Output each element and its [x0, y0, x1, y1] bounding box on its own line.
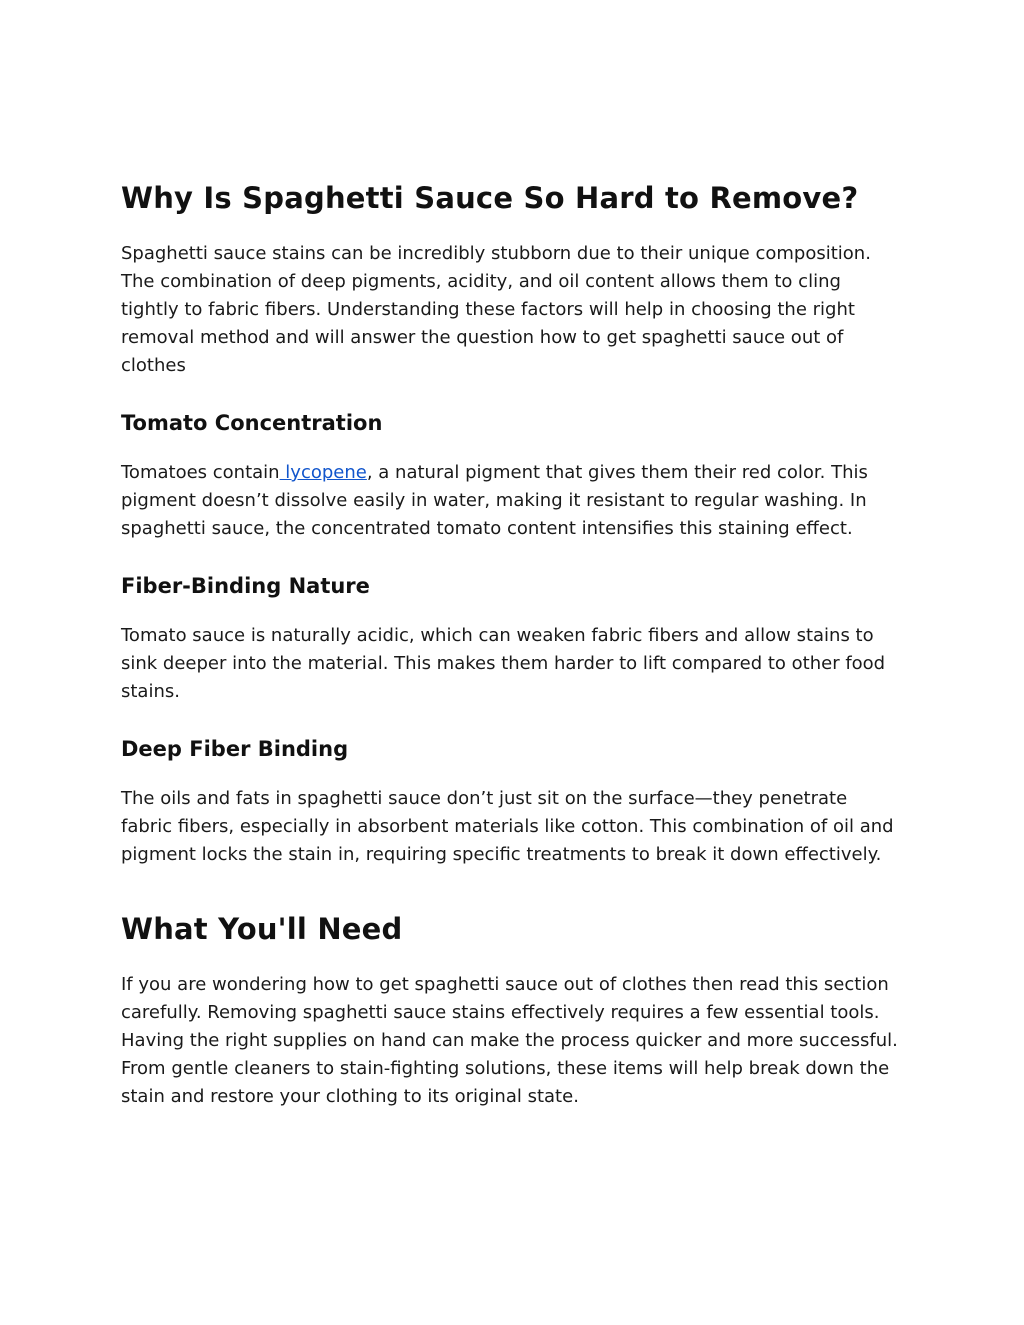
paragraph-fiber-binding-nature: Tomato sauce is naturally acidic, which can weaken fabric fibers and allow stains to sink deeper into the material. This makes them harder to lift compared to other food stains. [121, 625, 886, 702]
heading-tomato-concentration: Tomato Concentration [121, 411, 383, 435]
paragraph-tomato-concentration [121, 459, 901, 543]
heading-what-youll-need: What You'll Need [121, 912, 403, 946]
paragraph-deep-fiber-binding: The oils and fats in spaghetti sauce don’t just sit on the surface—they penetrate fabric fibers, especially in absorbent materials like cotton. This combination of oil and pigment locks the stain in, requiring specific treatments to break it down effectively. [121, 788, 894, 865]
heading-fiber-binding-nature: Fiber-Binding Nature [121, 574, 370, 598]
lycopene-link[interactable]: lycopene [279, 462, 367, 483]
paragraph-tomato-text-before: Tomatoes contain [121, 462, 280, 483]
paragraph-what-youll-need: If you are wondering how to get spaghetti sauce out of clothes then read this section carefully. Removing spaghetti sauce stains effectively requires a few essential tools. Having the right supplies on hand can make the process quicker and more successful. From gentle cleaners to stain-fighting solutions, these items will help break down the stain and restore your clothing to its original state. [121, 974, 898, 1107]
heading-deep-fiber-binding: Deep Fiber Binding [121, 737, 349, 761]
paragraph-tomato-text-after: , a natural pigment that gives them their red color. This pigment doesn’t dissolve easily in water, making it resistant to regular washing. In spaghetti sauce, the concentrated tomato content intensifies this staining effect. [121, 462, 868, 539]
document-content [121, 178, 901, 1111]
heading-why-hard-to-remove: Why Is Spaghetti Sauce So Hard to Remove? [121, 181, 859, 215]
paragraph-why-hard-to-remove: Spaghetti sauce stains can be incredibly stubborn due to their unique composition. The combination of deep pigments, acidity, and oil content allows them to cling tightly to fabric fibers. Understanding these factors will help in choosing the right removal method and will answer the question how to get spaghetti sauce out of clothes [121, 243, 871, 376]
